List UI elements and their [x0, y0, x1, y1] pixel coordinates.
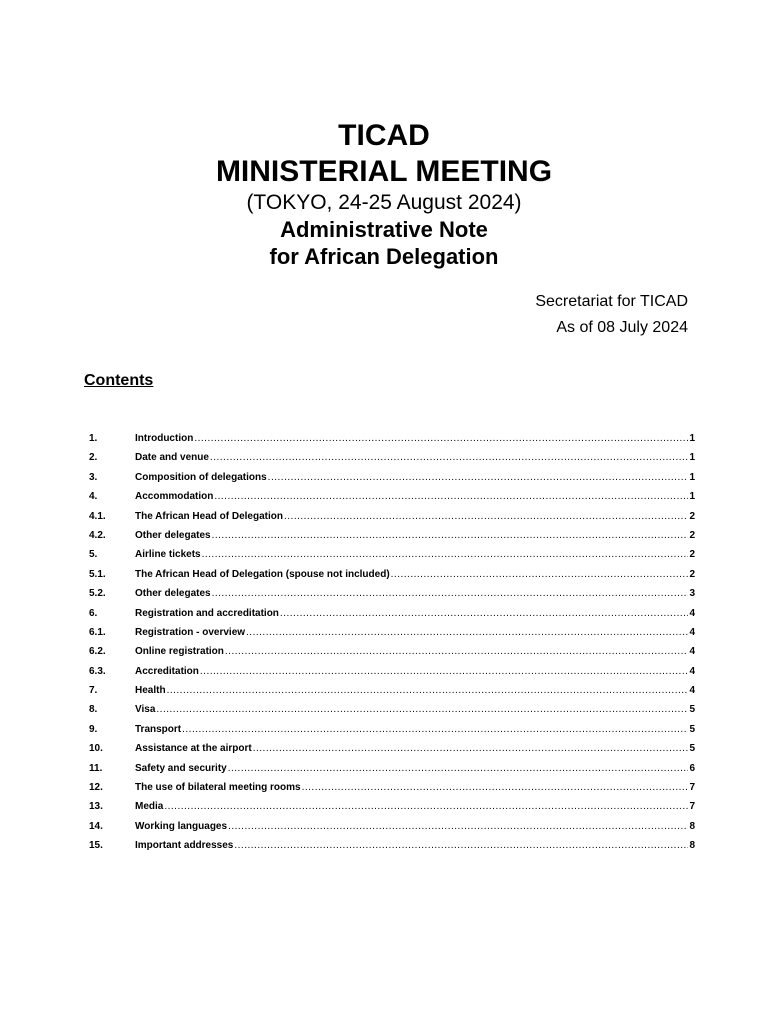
- toc-entry[interactable]: [89, 840, 695, 859]
- toc-entry-page: 8: [689, 840, 695, 852]
- toc-entry-title: Safety and security: [135, 762, 227, 774]
- toc-entry-title: Working languages: [135, 820, 228, 832]
- toc-entry[interactable]: [89, 646, 695, 665]
- toc-entry[interactable]: [89, 491, 695, 510]
- toc-entry-number: 6.3.: [89, 665, 106, 677]
- toc-entry[interactable]: [89, 530, 695, 549]
- toc-leader-dots: [214, 491, 688, 502]
- toc-entry-number: 12.: [89, 782, 103, 794]
- toc-entry-title: Other delegates: [135, 529, 211, 541]
- toc-leader-dots: [156, 704, 688, 715]
- toc-entry-title: Date and venue: [135, 452, 209, 464]
- toc-leader-dots: [200, 666, 689, 677]
- toc-entry[interactable]: [89, 549, 695, 568]
- toc-entry[interactable]: [89, 666, 695, 685]
- toc-entry-title: Media: [135, 801, 164, 813]
- toc-leader-dots: [253, 743, 689, 754]
- toc-entry-title: Airline tickets: [135, 549, 201, 561]
- toc-entry-number: 15.: [89, 840, 103, 852]
- toc-entry[interactable]: [89, 569, 695, 588]
- toc-entry-number: 5.2.: [89, 588, 106, 600]
- toc-entry[interactable]: [89, 743, 695, 762]
- toc-entry-number: 6.1.: [89, 626, 106, 638]
- toc-entry[interactable]: [89, 511, 695, 530]
- toc-leader-dots: [212, 588, 689, 599]
- toc-entry-page: 1: [689, 452, 695, 464]
- toc-entry-page: 7: [689, 782, 695, 794]
- title-ticad: TICAD: [338, 119, 430, 152]
- meta-block: [535, 289, 688, 341]
- toc-entry-number: 6.: [89, 607, 98, 619]
- toc-entry-number: 4.2.: [89, 529, 106, 541]
- toc-entry-title: Composition of delegations: [135, 471, 267, 483]
- toc-leader-dots: [284, 511, 688, 522]
- toc-entry-page: 8: [689, 820, 695, 832]
- toc-leader-dots: [225, 646, 689, 657]
- toc-entry-page: 1: [689, 491, 695, 503]
- toc-entry-page: 4: [689, 646, 695, 658]
- toc-entry-title: The African Head of Delegation (spouse not included): [135, 568, 390, 580]
- toc-entry-number: 13.: [89, 801, 103, 813]
- toc-entry-page: 3: [689, 588, 695, 600]
- toc-entry-title: Online registration: [135, 646, 224, 658]
- toc-entry-title: Other delegates: [135, 588, 211, 600]
- toc-entry-number: 7.: [89, 685, 98, 697]
- toc-entry[interactable]: [89, 588, 695, 607]
- toc-entry[interactable]: [89, 704, 695, 723]
- toc-entry[interactable]: [89, 627, 695, 646]
- toc-leader-dots: [182, 724, 688, 735]
- toc-leader-dots: [210, 452, 689, 463]
- toc-entry-page: 5: [689, 743, 695, 755]
- toc-leader-dots: [391, 569, 689, 580]
- toc-entry[interactable]: [89, 452, 695, 471]
- toc-entry-title: Registration - overview: [135, 626, 246, 638]
- toc-entry-page: 4: [689, 665, 695, 677]
- table-of-contents: [89, 433, 695, 860]
- date-line: As of 08 July 2024: [556, 319, 688, 336]
- toc-leader-dots: [246, 627, 688, 638]
- toc-entry[interactable]: [89, 433, 695, 452]
- toc-entry-number: 4.: [89, 491, 98, 503]
- toc-entry-number: 9.: [89, 723, 98, 735]
- toc-entry-number: 5.: [89, 549, 98, 561]
- toc-leader-dots: [302, 782, 689, 793]
- toc-entry[interactable]: [89, 724, 695, 743]
- toc-entry-number: 5.1.: [89, 568, 106, 580]
- toc-entry-page: 2: [689, 549, 695, 561]
- contents-heading: Contents: [84, 372, 154, 389]
- toc-entry-number: 4.1.: [89, 510, 106, 522]
- toc-entry[interactable]: [89, 685, 695, 704]
- title-for-african-delegation: for African Delegation: [269, 244, 499, 269]
- toc-leader-dots: [268, 472, 689, 483]
- toc-entry-number: 1.: [89, 433, 98, 444]
- toc-entry-number: 8.: [89, 704, 98, 716]
- toc-entry-page: 5: [689, 723, 695, 735]
- toc-leader-dots: [228, 763, 689, 774]
- toc-entry-page: 1: [689, 433, 695, 444]
- toc-entry[interactable]: [89, 801, 695, 820]
- author-line: Secretariat for TICAD: [535, 293, 688, 310]
- toc-entry-page: 2: [689, 510, 695, 522]
- toc-entry-page: 4: [689, 626, 695, 638]
- toc-entry-title: Health: [135, 685, 166, 697]
- toc-entry-title: Introduction: [135, 433, 194, 444]
- toc-leader-dots: [212, 530, 689, 541]
- toc-entry-page: 5: [689, 704, 695, 716]
- toc-entry-title: The African Head of Delegation: [135, 510, 283, 522]
- toc-leader-dots: [164, 801, 688, 812]
- title-administrative-note: Administrative Note: [280, 217, 488, 242]
- toc-entry-title: Registration and accreditation: [135, 607, 279, 619]
- toc-entry[interactable]: [89, 763, 695, 782]
- toc-entry-page: 4: [689, 685, 695, 697]
- toc-entry-number: 6.2.: [89, 646, 106, 658]
- title-ministerial-meeting: MINISTERIAL MEETING: [215, 155, 553, 188]
- toc-entry-page: 7: [689, 801, 695, 813]
- toc-entry[interactable]: [89, 782, 695, 801]
- toc-entry-number: 10.: [89, 743, 103, 755]
- toc-entry-page: 2: [689, 568, 695, 580]
- toc-entry-number: 14.: [89, 820, 103, 832]
- title-block: [0, 118, 768, 270]
- toc-entry-number: 2.: [89, 452, 98, 464]
- toc-leader-dots: [202, 549, 689, 560]
- toc-entry[interactable]: [89, 472, 695, 491]
- toc-entry-title: Transport: [135, 723, 182, 735]
- toc-entry-page: 6: [689, 762, 695, 774]
- toc-leader-dots: [194, 433, 688, 444]
- toc-entry-page: 4: [689, 607, 695, 619]
- toc-entry-page: 1: [689, 471, 695, 483]
- toc-entry-title: The use of bilateral meeting rooms: [135, 782, 301, 794]
- toc-entry-title: Visa: [135, 704, 156, 716]
- toc-entry[interactable]: [89, 608, 695, 627]
- toc-entry-page: 2: [689, 529, 695, 541]
- title-location-date: (TOKYO, 24-25 August 2024): [246, 191, 522, 214]
- toc-entry[interactable]: [89, 821, 695, 840]
- toc-entry-title: Accommodation: [135, 491, 214, 503]
- toc-entry-title: Assistance at the airport: [135, 743, 252, 755]
- toc-entry-number: 3.: [89, 471, 98, 483]
- toc-entry-number: 11.: [89, 762, 103, 774]
- toc-leader-dots: [234, 840, 688, 851]
- toc-entry-title: Accreditation: [135, 665, 199, 677]
- toc-leader-dots: [228, 821, 688, 832]
- toc-leader-dots: [280, 608, 689, 619]
- toc-leader-dots: [167, 685, 689, 696]
- toc-entry-title: Important addresses: [135, 840, 234, 852]
